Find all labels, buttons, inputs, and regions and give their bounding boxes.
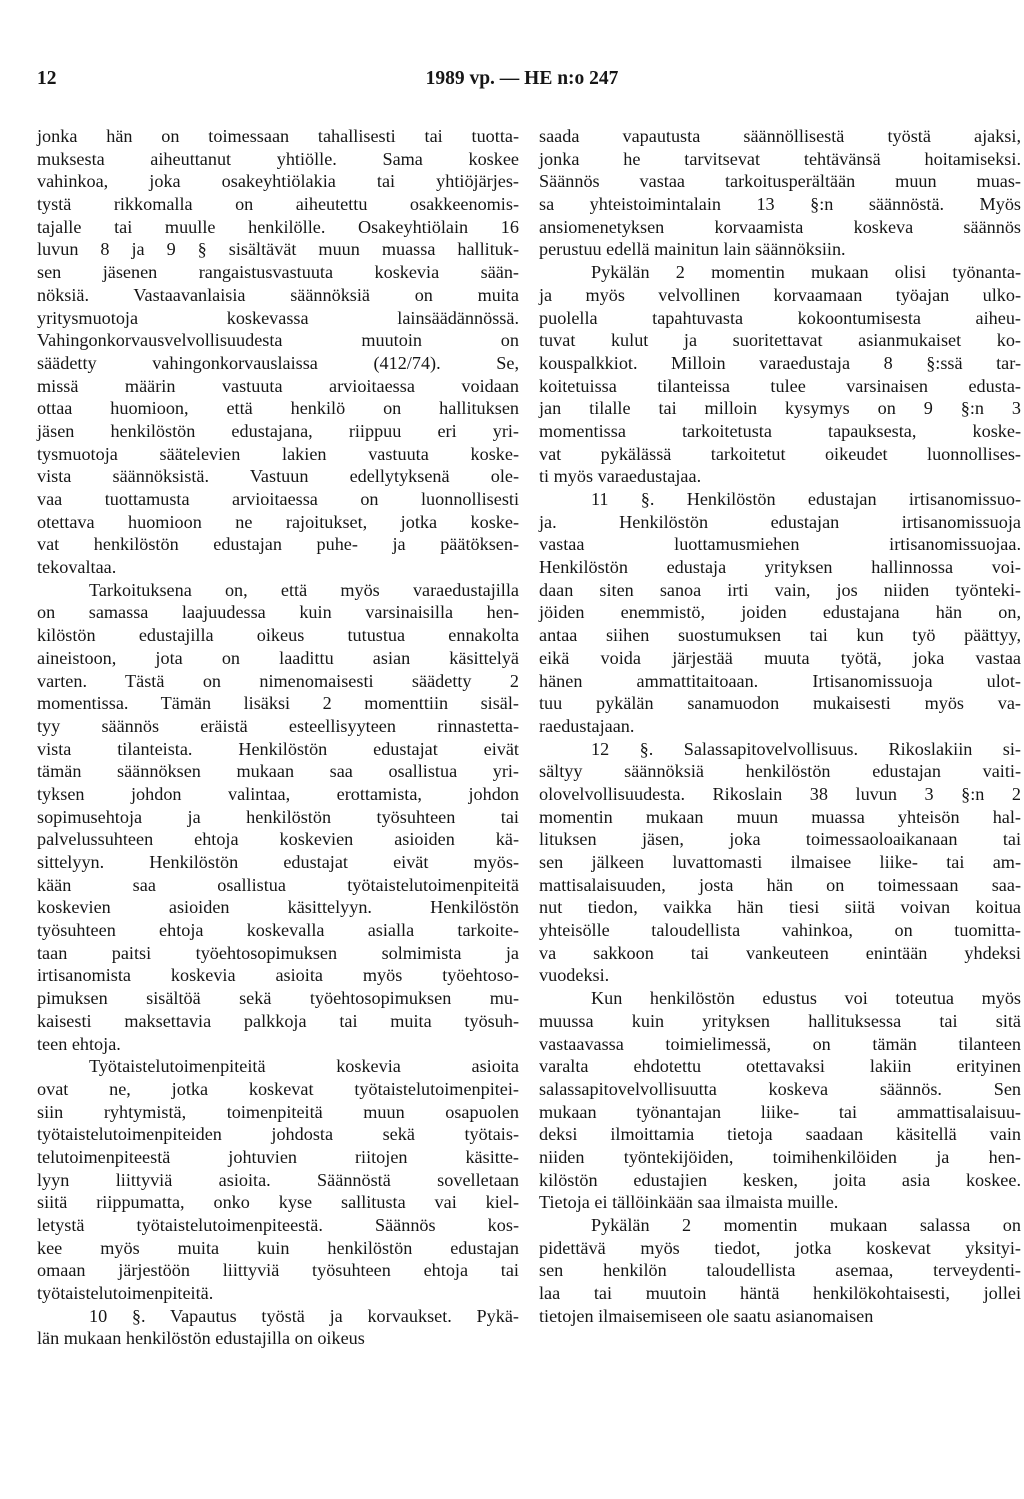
text-line: salassapitovelvollisuutta koskeva säännös. Sen [539,1078,1021,1099]
paragraph [37,125,519,579]
text-line: vastaavassa toimielimessä, on tämän tilanteen [539,1033,1021,1054]
text-line: varten. Tästä on nimenomaisesti säädetty 2 [37,670,519,691]
text-line: yritysmuotoja koskevassa lainsäädännössä. [37,307,519,328]
text-line: siitä riippumatta, onko kyse sallitusta vai kiel- [37,1192,519,1213]
text-line: vat pykälässä tarkoitetut oikeudet luonnollises- [539,443,1021,464]
text-line: Vahingonkorvausvelvollisuudesta muutoin on [37,330,519,351]
text-line: pimuksen sisältöä sekä työehtosopimuksen mu- [37,988,519,1009]
text-line: momentissa tarkoitetusta tapauksesta, koske- [539,420,1021,441]
text-line: ti myös varaedustajaa. [539,466,702,487]
text-line: siin ryhtymistä, toimenpiteitä muun osapuolen [37,1101,519,1122]
text-line: vahinkoa, joka osakeyhtiölakia tai yhtiöjärjes- [37,171,519,192]
text-line: missä määrin vastuuta arvioitaessa voidaan [37,375,519,396]
text-line: pidettävä myös tiedot, jotka koskevat yksityi- [539,1237,1021,1258]
text-line: letystä työtaistelutoimenpiteestä. Säännös kos- [37,1215,519,1235]
paragraph [539,261,1021,488]
text-line: työtaistelutoimenpiteitä. [37,1283,214,1304]
text-line: sen jäsenen rangaistusvastuuta koskevia sään- [37,262,519,283]
text-line: vuodeksi. [539,965,610,986]
text-line: tuu pykälän sanamuodon mukaisesti myös va- [539,693,1021,714]
text-line: sa yhteistoimintalain 13 §:n säännöstä. Myös [539,194,1021,215]
text-line: ja. Henkilöstön edustajan irtisanomissuoja [539,511,1021,532]
text-line: olovelvollisuudesta. Rikoslain 38 luvun 3 §:n 2 [539,783,1021,804]
text-line: yhteisölle taloudellista vahinkoa, on tuomitta- [539,920,1021,941]
text-line: tajalle tai muulle henkilölle. Osakeyhtiölain 16 [37,216,519,237]
text-line: laa tai muutoin häntä henkilökohtaisesti, jollei [539,1283,1021,1304]
text-line: 10 §. Vapautus työstä ja korvaukset. Pykä- [89,1305,519,1326]
text-line: niiden työntekijöiden, toimihenkilöiden ja hen- [539,1146,1021,1167]
text-line: lyyn liittyviä asioita. Säännöstä sovelletaan [37,1169,519,1190]
text-line: ovat ne, jotka koskevat työtaistelutoimenpitei- [37,1078,519,1099]
text-line: jan tilalle tai milloin kysymys on 9 §:n 3 [539,398,1021,419]
paragraph [539,738,1021,988]
text-line: taan paitsi työehtosopimuksen solmimista ja [37,942,519,963]
text-line: kilöstön edustajilla oikeus tutustua ennakolta [37,625,519,646]
text-line: sen jälkeen luvattomasti ilmaisee liike- tai am- [539,852,1021,872]
text-line: 12 §. Salassapitovelvollisuus. Rikoslakiin si- [591,738,1021,759]
page-header [0,68,1024,94]
text-line: raedustajaan. [539,715,635,736]
text-line: jöiden enemmistö, joiden edustajana hän on, [539,602,1021,623]
text-line: kouspalkkiot. Milloin varaedustaja 8 §:ssä tar- [539,352,1021,373]
text-line: omaan järjestöön liittyviä työsuhteen ehtoja tai [37,1260,519,1281]
text-line: tietojen ilmaisemiseen ole saatu asianomaisen [539,1305,874,1326]
text-line: puolella tapahtuvasta kokoontumisesta aiheu- [539,307,1021,328]
text-line: tekovaltaa. [37,557,117,578]
text-line: muksesta aiheuttanut yhtiölle. Sama koskee [37,148,519,169]
text-line: Säännös vastaa tarkoitusperältään muun muas- [539,171,1021,192]
text-line: deksi ilmoittamia tietoja saadaan käsitellä vain [539,1124,1021,1145]
text-line: vista tilanteista. Henkilöstön edustajat eivät [37,738,519,759]
text-line: ansiomenetyksen korvaamista koskeva säännös [539,216,1021,237]
paragraph [539,488,1021,738]
text-line: sittelyyn. Henkilöstön edustajat eivät myös- [37,852,519,872]
text-line: län mukaan henkilöstön edustajilla on oikeus [37,1328,365,1349]
text-line: sopimusehtoja ja henkilöstön työsuhteen tai [37,806,519,827]
text-line: Kun henkilöstön edustus voi toteutua myös [591,988,1021,1009]
text-line: 11 §. Henkilöstön edustajan irtisanomissuo- [591,489,1021,509]
text-line: momentin mukaan muun muassa yhteisön hal- [539,806,1021,827]
text-line: Työtaistelutoimenpiteitä koskevia asioita [89,1056,519,1077]
text-line: palvelussuhteen ehtoja koskevien asioiden kä- [37,829,519,850]
text-line: Pykälän 2 momentin mukaan olisi työnanta- [591,262,1021,283]
text-line: muussa kuin yrityksen hallituksessa tai sitä [539,1010,1021,1031]
text-line: mukaan työnantajan liike- tai ammattisalaisuu- [539,1101,1021,1122]
paragraph [37,1305,519,1350]
text-line: ja myös velvollinen korvaamaan työajan ulko- [539,284,1021,305]
text-line: nut tiedon, vaikka hän tiesi siitä voivan koitua [539,897,1021,918]
text-line: jonka he tarvitsevat tehtävänsä hoitamiseksi. [539,148,1021,169]
text-line: nöksiä. Vastaavanlaisia säännöksiä on muita [37,284,519,305]
text-line: sältyy säännöksiä henkilöstön edustajan vaiti- [539,761,1021,782]
text-line: jäsen henkilöstön edustajana, riippuu eri yri- [37,420,519,441]
page-number: 12 [37,68,57,89]
text-line: ottaa huomioon, että henkilö on hallituksen [37,398,519,419]
text-line: vastaa luottamusmiehen irtisanomissuojaa. [539,534,1021,555]
text-line: sen henkilön taloudellista asemaa, terveydenti- [539,1260,1021,1281]
paragraph [37,1055,519,1305]
text-line: tuvat kulut ja suoritettavat asianmukaiset ko- [539,330,1021,351]
text-line: saada vapautusta säännöllisestä työstä ajaksi, [539,126,1021,146]
text-line: koitetuissa tilanteissa tulee varsinaisen edusta- [539,375,1021,396]
text-line: koskevien asioiden käsittelyyn. Henkilöstön [37,897,519,918]
right-text-column [539,125,1021,1327]
text-line: kee myös muita kuin henkilöstön edustajan [37,1237,519,1258]
text-line: momentissa. Tämän lisäksi 2 momenttiin sisäl- [37,693,519,714]
text-line: tämän säännöksen mukaan saa osallistua yri- [37,761,519,782]
text-line: Tietoja ei tällöinkään saa ilmaista muille. [539,1192,839,1213]
paragraph [539,987,1021,1214]
text-line: tyy säännös eräistä esteellisyyteen rinnastetta- [37,715,519,736]
text-line: Tarkoituksena on, että myös varaedustajilla [89,579,519,600]
text-line: hänen ammattitaitoaan. Irtisanomissuoja ulot- [539,670,1021,691]
text-line: jonka hän on toimessaan tahallisesti tai tuotta- [37,126,519,146]
text-line: antaa siihen suostumuksen tai kun työ päättyy, [539,625,1021,646]
text-line: tysmuotoja säätelevien lakien vastuuta koske- [37,443,519,464]
paragraph [539,1214,1021,1327]
text-line: mattisalaisuuden, josta hän on toimessaan saa- [539,874,1021,895]
text-line: lituksen jäsen, joka toimessaoloaikanaan tai [539,829,1021,850]
text-line: daan siten sanoa irti vain, jos niiden työnteki- [539,579,1021,600]
text-line: vaa tuottamusta arvioitaessa on luonnollisesti [37,489,519,509]
text-line: otettava huomioon ne rajoitukset, jotka koske- [37,511,519,532]
text-line: tyksen johdon valintaa, erottamista, johdon [37,783,519,804]
text-line: Henkilöstön edustaja yrityksen hallinnossa voi- [539,557,1021,578]
text-line: vat henkilöstön edustajan puhe- ja päätöksen- [37,534,519,555]
text-line: on samassa laajuudessa kuin varsinaisilla hen- [37,602,519,623]
text-line: va sakkoon tai vankeuteen enintään yhdeksi [539,942,1021,963]
text-line: kaisesti maksettavia palkkoja tai muita työsuh- [37,1010,519,1031]
text-line: vista säännöksistä. Vastuun edellytyksenä ole- [37,466,519,487]
text-line: kilöstön edustajien kesken, joita asia koskee. [539,1169,1021,1190]
text-line: työsuhteen ehtoja koskevalla asialla tarkoite- [37,920,519,941]
paragraph [37,579,519,1055]
text-line: työtaistelutoimenpiteiden johdosta sekä työtais- [37,1124,519,1145]
text-line: eikä voida järjestää muuta työtä, joka vastaa [539,647,1021,668]
text-line: telutoimenpiteestä johtuvien riitojen käsitte- [37,1146,519,1167]
text-line: aineistoon, jota on laadittu asian käsittelyä [37,647,519,668]
text-line: säädetty vahingonkorvauslaissa (412/74). Se, [37,352,519,373]
running-title: 1989 vp. — HE n:o 247 [425,68,619,89]
text-line: teen ehtoja. [37,1033,121,1054]
paragraph [539,125,1021,261]
text-line: Pykälän 2 momentin mukaan salassa on [591,1215,1021,1235]
text-line: tystä rikkomalla on aiheutettu osakkeenomis- [37,194,519,215]
text-line: irtisanomista koskevia asioita myös työehtoso- [37,965,519,986]
text-line: kään saa osallistua työtaistelutoimenpiteitä [37,874,519,895]
left-text-column [37,125,519,1350]
text-line: varalta ehdotettu otettavaksi lakiin erityinen [539,1056,1021,1077]
text-line: perustuu edellä mainitun lain säännöksiin. [539,239,846,260]
text-line: luvun 8 ja 9 § sisältävät muun muassa hallituk- [37,239,519,260]
